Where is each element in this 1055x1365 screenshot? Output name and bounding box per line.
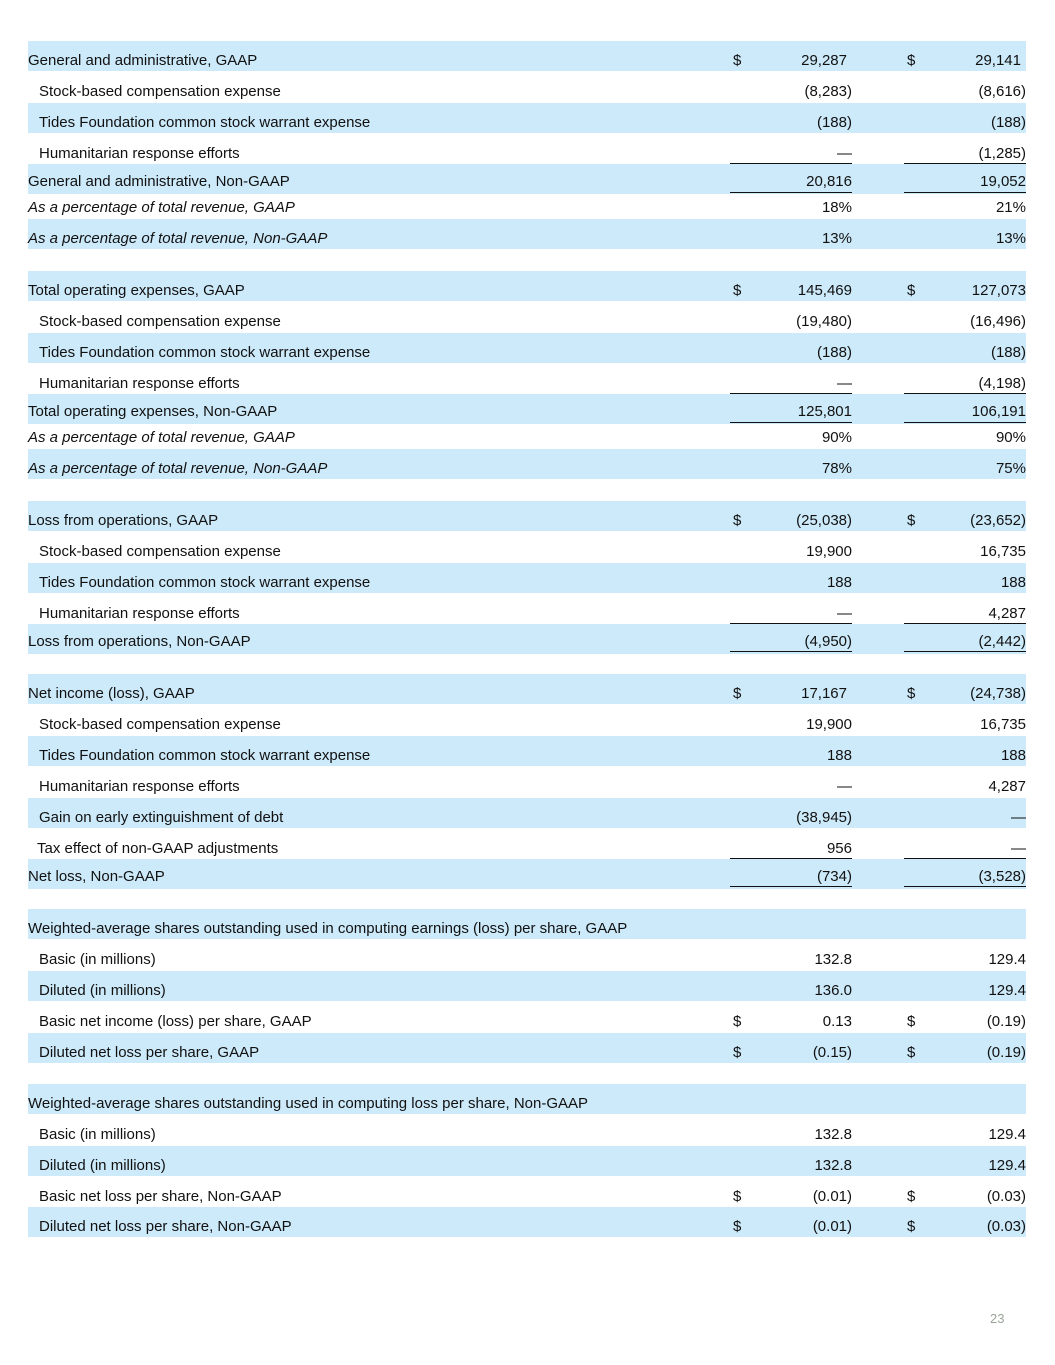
total-rule (730, 422, 852, 423)
value-col2: 16,735 (980, 716, 1026, 733)
value-col2: 129.4 (988, 1157, 1026, 1174)
currency-symbol: $ (733, 1013, 742, 1030)
value-col1: 145,469 (797, 282, 852, 299)
value-col2: 19,052 (980, 173, 1026, 190)
value-col1: 132.8 (814, 1157, 852, 1174)
value-col2: 188 (1000, 574, 1026, 591)
table-row (28, 41, 1026, 71)
row-label: Humanitarian response efforts (39, 375, 240, 392)
value-col1: 956 (826, 840, 852, 857)
value-col1: 0.13 (822, 1013, 852, 1030)
table-row (28, 1177, 1026, 1207)
total-rule (730, 651, 852, 652)
value-col1: — (837, 605, 852, 622)
value-col1: 20,816 (806, 173, 852, 190)
value-col1: 29,287 (801, 52, 847, 69)
row-label: As a percentage of total revenue, GAAP (28, 199, 295, 216)
value-col2: 129.4 (988, 1126, 1026, 1143)
value-col1: — (837, 375, 852, 392)
row-label: Total operating expenses, Non-GAAP (28, 403, 278, 420)
row-label: Diluted net loss per share, Non-GAAP (39, 1218, 292, 1235)
total-rule (904, 651, 1026, 652)
row-label: Diluted net loss per share, GAAP (39, 1044, 260, 1061)
value-col1: (0.15) (812, 1044, 852, 1061)
value-col2: 21% (995, 199, 1026, 216)
page-number: 23 (990, 1311, 1005, 1326)
value-col2: (1,285) (978, 145, 1026, 162)
value-col1: 13% (821, 230, 852, 247)
table-row (28, 1115, 1026, 1145)
value-col2: — (1011, 809, 1026, 826)
value-col2: 127,073 (971, 282, 1026, 299)
table-row (28, 563, 1026, 593)
table-row (28, 164, 1026, 194)
currency-symbol: $ (907, 1218, 916, 1235)
table-row (28, 1146, 1026, 1176)
value-col1: 188 (826, 574, 852, 591)
total-rule (904, 422, 1026, 423)
value-col2: 129.4 (988, 982, 1026, 999)
value-col2: (8,616) (978, 83, 1026, 100)
value-col1: (0.01) (812, 1218, 852, 1235)
row-label: As a percentage of total revenue, Non-GAAP (28, 230, 328, 247)
row-label: General and administrative, Non-GAAP (28, 173, 290, 190)
currency-symbol: $ (733, 1044, 742, 1061)
total-rule (730, 886, 852, 887)
value-col2: — (1011, 840, 1026, 857)
value-col2: 4,287 (988, 605, 1026, 622)
table-row (28, 624, 1026, 654)
value-col2: (0.19) (986, 1013, 1026, 1030)
value-col2: 4,287 (988, 778, 1026, 795)
value-col1: 188 (826, 747, 852, 764)
row-label: Basic (in millions) (39, 1126, 156, 1143)
currency-symbol: $ (907, 1013, 916, 1030)
value-col1: 136.0 (814, 982, 852, 999)
value-col1: 17,167 (801, 685, 847, 702)
currency-symbol: $ (907, 512, 916, 529)
row-label: Net income (loss), GAAP (28, 685, 195, 702)
value-col2: (24,738) (970, 685, 1026, 702)
currency-symbol: $ (907, 685, 916, 702)
value-col1: (19,480) (796, 313, 852, 330)
value-col1: — (837, 145, 852, 162)
currency-symbol: $ (733, 52, 742, 69)
value-col2: 106,191 (971, 403, 1026, 420)
total-rule (904, 886, 1026, 887)
table-row (28, 674, 1026, 704)
row-label: Total operating expenses, GAAP (28, 282, 245, 299)
currency-symbol: $ (907, 1044, 916, 1061)
row-label: Humanitarian response efforts (39, 605, 240, 622)
value-col2: 13% (995, 230, 1026, 247)
value-col1: 19,900 (806, 543, 852, 560)
section-heading: Weighted-average shares outstanding used in computing loss per share, Non-GAAP (28, 1095, 589, 1112)
value-col2: (0.03) (986, 1188, 1026, 1205)
row-label: Tides Foundation common stock warrant expense (39, 574, 371, 591)
value-col2: 29,141 (975, 52, 1021, 69)
row-label: Basic net loss per share, Non-GAAP (39, 1188, 282, 1205)
table-row (28, 1033, 1026, 1063)
value-col1: 132.8 (814, 1126, 852, 1143)
total-rule (904, 192, 1026, 193)
value-col1: (8,283) (804, 83, 852, 100)
total-rule (730, 192, 852, 193)
table-row (28, 219, 1026, 249)
table-row (28, 333, 1026, 363)
value-col1: (734) (816, 868, 852, 885)
table-row (28, 72, 1026, 102)
table-row (28, 767, 1026, 797)
value-col2: (23,652) (970, 512, 1026, 529)
section-heading: Weighted-average shares outstanding used in computing earnings (loss) per share, GAAP (28, 920, 628, 937)
table-row (28, 1207, 1026, 1237)
value-col1: 132.8 (814, 951, 852, 968)
value-col2: (188) (990, 344, 1026, 361)
value-col2: (188) (990, 114, 1026, 131)
row-label: Stock-based compensation expense (39, 83, 281, 100)
currency-symbol: $ (733, 1188, 742, 1205)
table-row (28, 971, 1026, 1001)
value-col2: 75% (995, 460, 1026, 477)
table-row (28, 532, 1026, 562)
currency-symbol: $ (733, 1218, 742, 1235)
row-label: Humanitarian response efforts (39, 145, 240, 162)
value-col2: (0.03) (986, 1218, 1026, 1235)
value-col2: (0.19) (986, 1044, 1026, 1061)
table-row (28, 103, 1026, 133)
value-col1: (38,945) (796, 809, 852, 826)
row-label: Tides Foundation common stock warrant expense (39, 344, 371, 361)
value-col2: (3,528) (978, 868, 1026, 885)
value-col2: 188 (1000, 747, 1026, 764)
table-row (28, 271, 1026, 301)
value-col1: 78% (821, 460, 852, 477)
table-row (28, 1002, 1026, 1032)
value-col2: (2,442) (978, 633, 1026, 650)
table-row (28, 798, 1026, 828)
row-label: Stock-based compensation expense (39, 716, 281, 733)
row-label: Stock-based compensation expense (39, 313, 281, 330)
currency-symbol: $ (733, 512, 742, 529)
currency-symbol: $ (907, 282, 916, 299)
table-row (28, 134, 1026, 164)
table-row (28, 829, 1026, 859)
currency-symbol: $ (907, 1188, 916, 1205)
value-col1: (188) (816, 344, 852, 361)
table-row (28, 501, 1026, 531)
value-col1: 90% (821, 429, 852, 446)
row-label: As a percentage of total revenue, GAAP (28, 429, 295, 446)
value-col2: 90% (995, 429, 1026, 446)
table-row (28, 394, 1026, 424)
value-col1: (188) (816, 114, 852, 131)
row-label: Gain on early extinguishment of debt (39, 809, 284, 826)
table-row (28, 1084, 1026, 1114)
row-label: Loss from operations, GAAP (28, 512, 219, 529)
row-label: Stock-based compensation expense (39, 543, 281, 560)
row-label: Humanitarian response efforts (39, 778, 240, 795)
row-label: Tides Foundation common stock warrant expense (39, 114, 371, 131)
row-label: Diluted (in millions) (39, 1157, 166, 1174)
row-label: Diluted (in millions) (39, 982, 166, 999)
value-col1: (4,950) (804, 633, 852, 650)
row-label: General and administrative, GAAP (28, 52, 258, 69)
row-label: Loss from operations, Non-GAAP (28, 633, 251, 650)
row-label: Tax effect of non-GAAP adjustments (37, 840, 279, 857)
value-col1: (0.01) (812, 1188, 852, 1205)
currency-symbol: $ (733, 685, 742, 702)
row-label: Basic (in millions) (39, 951, 156, 968)
table-row (28, 449, 1026, 479)
table-row (28, 859, 1026, 889)
value-col2: (16,496) (970, 313, 1026, 330)
table-row (28, 940, 1026, 970)
row-label: Basic net income (loss) per share, GAAP (39, 1013, 312, 1030)
value-col2: 16,735 (980, 543, 1026, 560)
value-col2: (4,198) (978, 375, 1026, 392)
table-row (28, 364, 1026, 394)
row-label: As a percentage of total revenue, Non-GAAP (28, 460, 328, 477)
currency-symbol: $ (907, 52, 916, 69)
currency-symbol: $ (733, 282, 742, 299)
table-row (28, 594, 1026, 624)
table-row (28, 736, 1026, 766)
value-col1: 125,801 (797, 403, 852, 420)
table-row (28, 705, 1026, 735)
value-col1: 19,900 (806, 716, 852, 733)
value-col2: 129.4 (988, 951, 1026, 968)
row-label: Tides Foundation common stock warrant expense (39, 747, 371, 764)
value-col1: — (837, 778, 852, 795)
value-col1: 18% (821, 199, 852, 216)
table-row (28, 909, 1026, 939)
value-col1: (25,038) (796, 512, 852, 529)
table-row (28, 302, 1026, 332)
row-label: Net loss, Non-GAAP (28, 868, 165, 885)
